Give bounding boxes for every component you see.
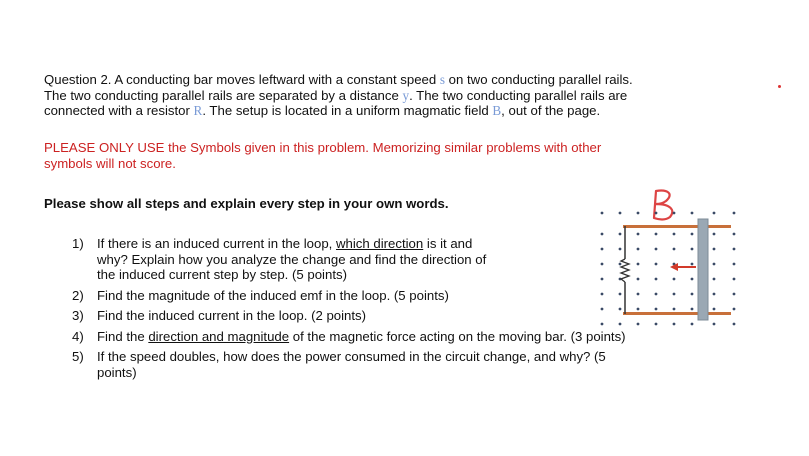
field-dot	[733, 323, 736, 326]
item-text: why? Explain how you analyze the change and find the direction of	[97, 251, 487, 267]
item-number: 3)	[72, 308, 84, 323]
field-dot	[733, 248, 736, 251]
item-number: 5)	[72, 349, 84, 364]
field-dot	[691, 212, 694, 215]
symbol-y: y	[402, 87, 410, 103]
resistor-icon	[621, 259, 629, 282]
instruction: Please show all steps and explain every step in your own words.	[44, 196, 449, 211]
item-text: Find the induced current in the loop. (2 points)	[97, 308, 367, 323]
field-dot	[691, 323, 694, 326]
question-text: , out of the page.	[501, 103, 601, 118]
field-dot	[713, 308, 716, 311]
field-dot	[601, 233, 604, 236]
field-dot	[619, 308, 622, 311]
field-dot	[637, 308, 640, 311]
field-dot	[673, 323, 676, 326]
symbol-R: R	[193, 103, 203, 118]
field-dot	[733, 263, 736, 266]
item-number: 2)	[72, 287, 84, 303]
field-dot	[637, 233, 640, 236]
field-dot	[655, 212, 658, 215]
warning-paragraph	[44, 140, 774, 171]
question-text: on two conducting parallel rails.	[445, 72, 633, 87]
item-number: 1)	[72, 236, 84, 251]
list-item	[72, 329, 762, 345]
field-dot	[733, 293, 736, 296]
circuit-figure	[590, 185, 740, 330]
bottom-rail	[623, 312, 731, 315]
field-dot	[713, 233, 716, 236]
question-text: . The setup is located in a uniform magmatic field	[202, 103, 493, 118]
field-dot	[673, 233, 676, 236]
field-dot	[713, 248, 716, 251]
field-dot	[733, 212, 736, 215]
field-dot	[691, 263, 694, 266]
item-text: is it and	[423, 236, 473, 251]
question-text: A conducting bar moves leftward with a constant speed	[111, 72, 440, 87]
field-dot	[713, 323, 716, 326]
field-dot	[637, 212, 640, 215]
field-dot	[713, 263, 716, 266]
field-dot	[601, 323, 604, 326]
field-dot	[673, 293, 676, 296]
field-dot	[619, 323, 622, 326]
field-dot	[601, 293, 604, 296]
top-rail	[623, 225, 731, 228]
field-dot	[637, 293, 640, 296]
question-heading: Question 2.	[44, 72, 112, 87]
symbol-s: s	[439, 72, 446, 87]
field-dot	[619, 293, 622, 296]
field-dot	[619, 263, 622, 266]
list-item	[72, 349, 762, 380]
field-dot	[713, 293, 716, 296]
warning-line: PLEASE ONLY USE the Symbols given in this problem. Memorizing similar problems with other	[44, 140, 602, 155]
field-dot	[655, 278, 658, 281]
field-dot	[601, 308, 604, 311]
field-dot	[691, 248, 694, 251]
field-dot	[601, 263, 604, 266]
field-dot	[733, 233, 736, 236]
field-dot	[655, 248, 658, 251]
field-dot	[601, 212, 604, 215]
moving-bar	[698, 219, 708, 320]
field-dot	[733, 308, 736, 311]
field-dot	[655, 293, 658, 296]
warning-line: symbols will not score.	[44, 155, 176, 171]
field-dot	[713, 278, 716, 281]
field-dot	[673, 278, 676, 281]
field-dot	[713, 212, 716, 215]
question-text: connected with a resistor	[44, 103, 194, 118]
field-dot	[655, 308, 658, 311]
question-text: The two conducting parallel rails are separated by a distance	[44, 87, 403, 103]
item-underline: which direction	[336, 236, 424, 251]
item-text: If the speed doubles, how does the power consumed in the circuit change, and why? (5	[97, 349, 606, 364]
field-dot	[619, 248, 622, 251]
field-dot	[673, 212, 676, 215]
field-dot	[691, 233, 694, 236]
field-dot	[637, 263, 640, 266]
field-dot	[655, 323, 658, 326]
field-dot	[619, 233, 622, 236]
question-text: . The two conducting parallel rails are	[409, 87, 628, 103]
field-dot	[619, 212, 622, 215]
field-dot	[673, 248, 676, 251]
field-dot	[691, 308, 694, 311]
item-text: the induced current step by step. (5 points)	[97, 267, 347, 282]
item-text: Find the	[97, 328, 149, 344]
symbol-B: B	[492, 103, 502, 118]
field-dot	[691, 293, 694, 296]
field-dot	[637, 248, 640, 251]
stray-mark	[778, 85, 781, 88]
item-text: points)	[97, 364, 137, 380]
field-dot	[637, 278, 640, 281]
field-dot	[601, 278, 604, 281]
item-text: Find the magnitude of the induced emf in the loop. (5 points)	[97, 287, 449, 303]
item-text: of the magnetic force acting on the moving bar. (3 points)	[289, 328, 626, 344]
field-dot	[673, 308, 676, 311]
field-dot	[601, 248, 604, 251]
item-number: 4)	[72, 328, 84, 344]
field-dot	[637, 323, 640, 326]
handwritten-b-label	[654, 191, 672, 220]
field-dot	[655, 263, 658, 266]
field-dot	[655, 233, 658, 236]
field-dot	[733, 278, 736, 281]
question-paragraph	[44, 72, 774, 119]
item-text: If there is an induced current in the loop,	[97, 236, 336, 251]
magnetic-field-dots	[601, 212, 736, 326]
item-underline: direction and magnitude	[148, 328, 290, 344]
field-dot	[691, 278, 694, 281]
